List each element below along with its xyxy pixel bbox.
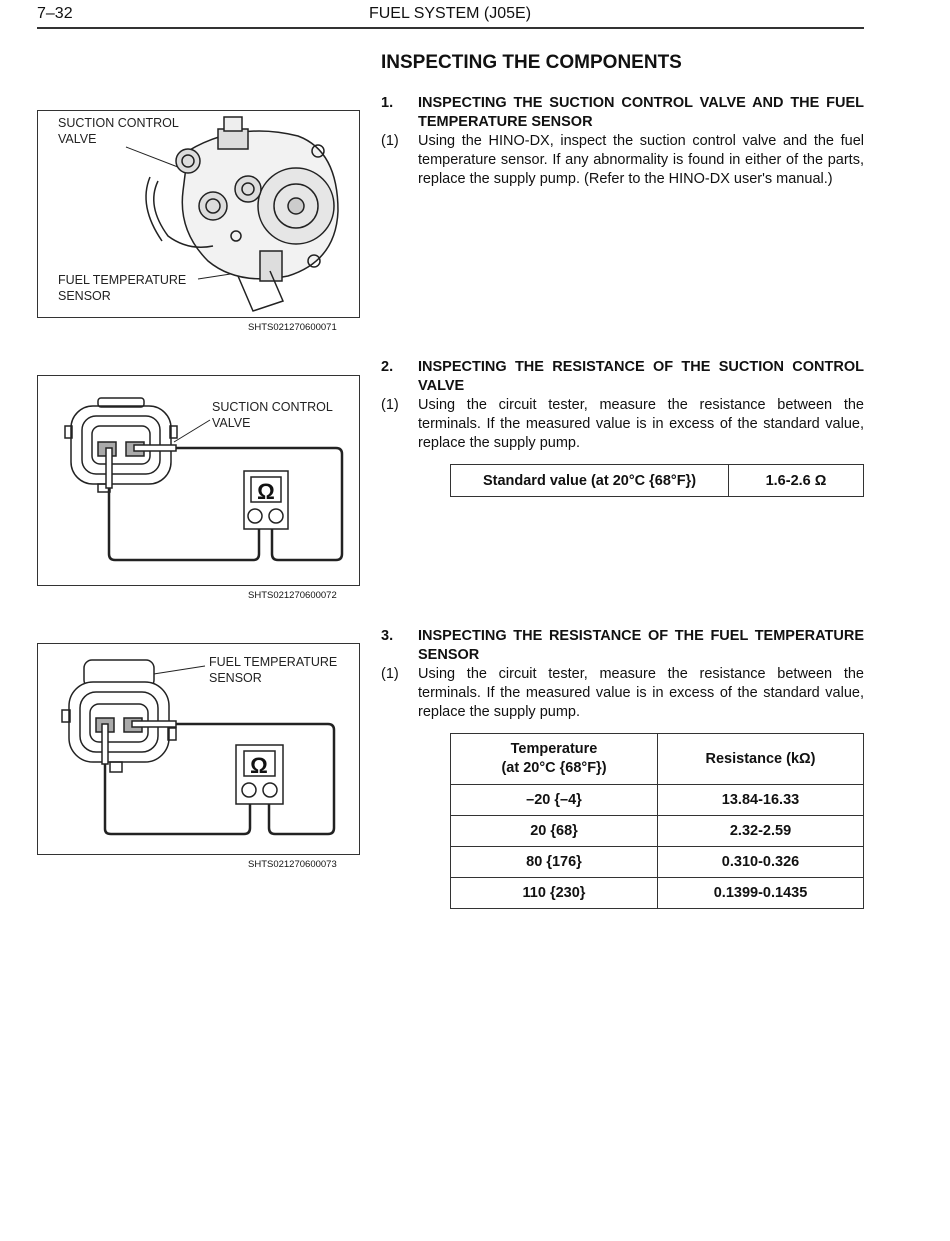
cell-resistance: 0.1399-0.1435 <box>658 878 864 909</box>
step-2 <box>381 358 864 453</box>
standard-value-label: Standard value (at 20°C {68°F}) <box>451 465 729 497</box>
resistance-table <box>450 733 864 909</box>
standard-value: 1.6-2.6 Ω <box>729 465 864 497</box>
header-divider <box>37 27 864 29</box>
fig1-label-line4: SENSOR <box>58 289 111 303</box>
sub-step-number: (1) <box>381 397 399 413</box>
sub-step-text: Using the circuit tester, measure the resistance between the terminals. If the measured value is in excess of the standard value, replace the supply pump. <box>418 666 864 720</box>
table-header-row <box>451 734 864 785</box>
header-resistance: Resistance (kΩ) <box>658 734 864 785</box>
header-temperature-line1: Temperature <box>510 741 598 757</box>
step-number: 2. <box>381 359 394 375</box>
table-row <box>451 847 864 878</box>
cell-resistance: 2.32-2.59 <box>658 816 864 847</box>
section-title: FUEL SYSTEM (J05E) <box>368 5 532 22</box>
fig1-label-line2: VALVE <box>58 132 97 146</box>
step-number: 3. <box>381 628 394 644</box>
step-3 <box>381 627 864 722</box>
step-instruction <box>381 396 864 453</box>
step-title: INSPECTING THE SUCTION CONTROL VALVE AND THE FUEL TEMPERATURE SENSOR <box>418 95 864 130</box>
figure-fuel-temp-sensor-circuit <box>37 643 360 855</box>
step-number: 1. <box>381 95 394 111</box>
fig1-label-line3: FUEL TEMPERATURE <box>58 273 187 287</box>
sub-step-number: (1) <box>381 666 399 682</box>
cell-temperature: 20 {68} <box>451 816 658 847</box>
cell-temperature: 110 {230} <box>451 878 658 909</box>
step-1 <box>381 94 864 189</box>
figure-code: SHTS021270600071 <box>248 322 337 333</box>
header-temperature <box>451 734 658 785</box>
fuel-temp-sensor-circuit-diagram <box>38 644 359 854</box>
step-title: INSPECTING THE RESISTANCE OF THE FUEL TEMPERATURE SENSOR <box>418 628 864 663</box>
ohm-symbol: Ω <box>257 479 275 504</box>
step-instruction <box>381 665 864 722</box>
cell-temperature: 80 {176} <box>451 847 658 878</box>
sub-step-text: Using the HINO-DX, inspect the suction control valve and the fuel temperature sensor. If any abnormality is found in either of the parts, replace the supply pump. (Refer to the HINO-DX user's manual.) <box>418 133 864 187</box>
figure-code: SHTS021270600072 <box>248 590 337 601</box>
suction-valve-circuit-diagram <box>38 376 359 585</box>
supply-pump-illustration <box>38 111 359 317</box>
fig2-label-line1: SUCTION CONTROL <box>212 400 333 414</box>
page-title: INSPECTING THE COMPONENTS <box>381 52 682 73</box>
table-row <box>451 785 864 816</box>
sub-step-number: (1) <box>381 133 399 149</box>
fig1-label-line1: SUCTION CONTROL <box>58 116 179 130</box>
fig2-label-line2: VALVE <box>212 416 251 430</box>
figure-code: SHTS021270600073 <box>248 859 337 870</box>
standard-value-table <box>450 464 864 497</box>
table-row <box>451 878 864 909</box>
table-row <box>451 816 864 847</box>
cell-resistance: 0.310-0.326 <box>658 847 864 878</box>
header-temperature-line2: (at 20°C {68°F}) <box>501 760 607 776</box>
page-number: 7–32 <box>37 5 73 22</box>
figure-suction-valve-circuit <box>37 375 360 586</box>
fig3-label-line1: FUEL TEMPERATURE <box>209 655 338 669</box>
figure-supply-pump <box>37 110 360 318</box>
ohm-symbol: Ω <box>250 753 268 778</box>
sub-step-text: Using the circuit tester, measure the resistance between the terminals. If the measured value is in excess of the standard value, replace the supply pump. <box>418 397 864 451</box>
fig3-label-line2: SENSOR <box>209 671 262 685</box>
cell-resistance: 13.84-16.33 <box>658 785 864 816</box>
step-instruction <box>381 132 864 189</box>
cell-temperature: –20 {–4} <box>451 785 658 816</box>
step-title: INSPECTING THE RESISTANCE OF THE SUCTION CONTROL VALVE <box>418 359 864 394</box>
